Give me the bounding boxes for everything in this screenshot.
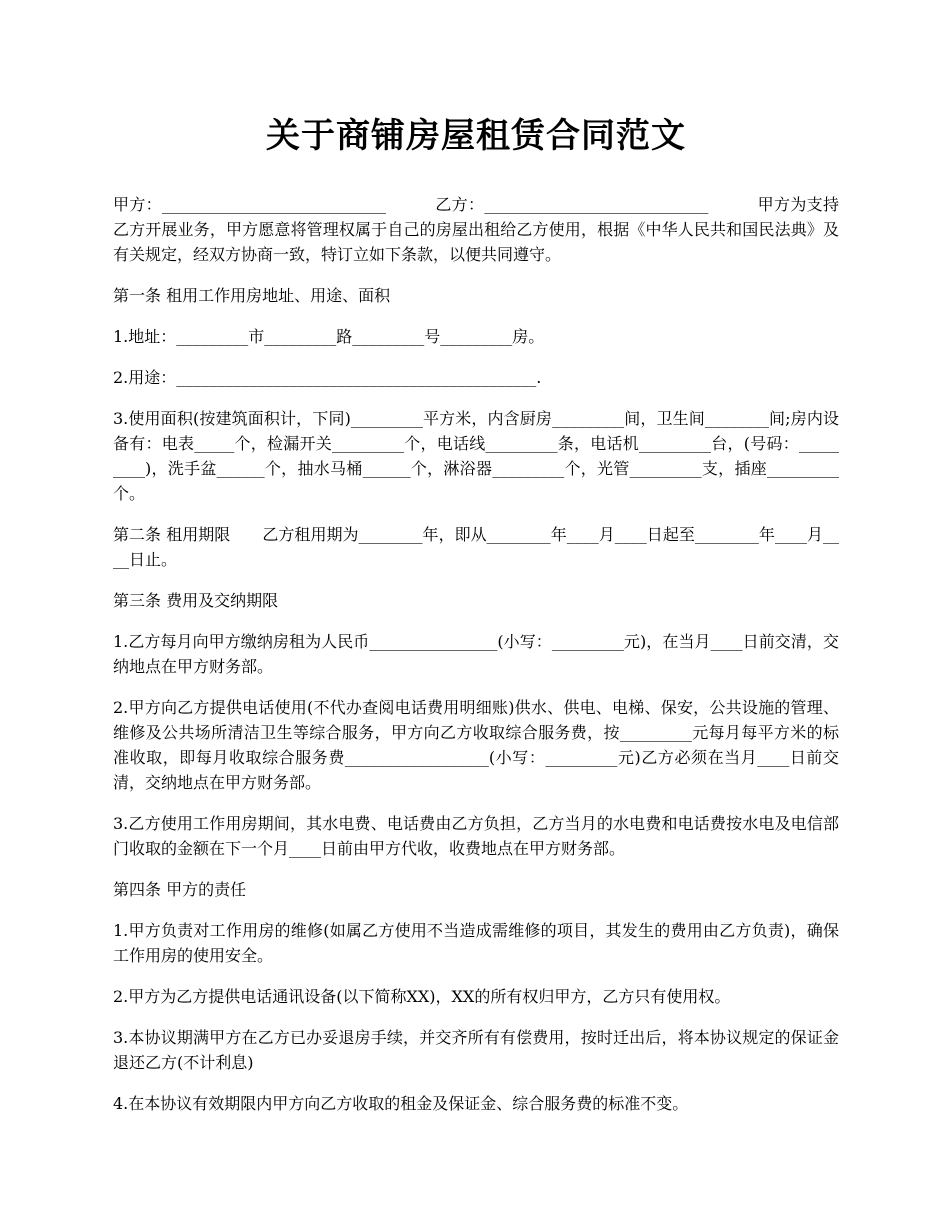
- article-3-item-3: 3.乙方使用工作用房期间，其水电费、电话费由乙方负担，乙方当月的水电费和电话费按水电及电信部门收取的金额在下一个月____日前由甲方代收，收费地点在甲方财务部。: [113, 814, 839, 858]
- article-3-item-2: 2.甲方向乙方提供电话使用(不代办查阅电话费用明细账)供水、供电、电梯、保安，公共设施的管理、维修及公共场所清洁卫生等综合服务，甲方向乙方收取综合服务费，按_________元每月每平方米的标准收取，即每月收取综合服务费__________________(小写：_________元)乙方必须在当月____日前交清，交纳地点在甲方财务部。: [113, 698, 839, 792]
- article-4-item-4: 4.在本协议有效期限内甲方向乙方收取的租金及保证金、综合服务费的标准不变。: [113, 1094, 689, 1113]
- document-title: 关于商铺房屋租赁合同范文: [266, 116, 686, 156]
- article-1-item-3: 3.使用面积(按建筑面积计，下同)_________平方米，内含厨房_________间，卫生间________间;房内设备有：电表_____个，检漏开关_________个，电话线_________条，电话机_________台，(号码：_________)，洗手盆______个，抽水马桶______个，淋浴器_________个，光管_________支，插座_________个。: [113, 409, 839, 503]
- document-page: [113, 110, 839, 1132]
- article-3-item-1: 1.乙方每月向甲方缴纳房租为人民币________________(小写：_________元)，在当月____日前交清，交纳地点在甲方财务部。: [113, 632, 839, 676]
- article-1-heading: 第一条 租用工作用房地址、用途、面积: [113, 286, 391, 305]
- article-4-item-3: 3.本协议期满甲方在乙方已办妥退房手续，并交齐所有有偿费用，按时迁出后，将本协议规定的保证金退还乙方(不计利息): [113, 1028, 839, 1072]
- preamble-paragraph: 甲方：____________________________ 乙方：____________________________ 甲方为支持乙方开展业务，甲方愿意将管理权属于自己的房屋出租给乙方使用，根据《中华人民共和国民法典》及有关规定，经双方协商一致，特订立如下条款，以便共同遵守。: [113, 195, 839, 264]
- article-4-item-1: 1.甲方负责对工作用房的维修(如属乙方使用不当造成需维修的项目，其发生的费用由乙方负责)，确保工作用房的使用安全。: [113, 921, 839, 965]
- article-1-item-1: 1.地址：_________市_________路_________号_________房。: [113, 327, 545, 346]
- article-1-item-2: 2.用途：_____________________________________________.: [113, 368, 542, 387]
- article-4-heading: 第四条 甲方的责任: [113, 880, 247, 899]
- article-3-heading: 第三条 费用及交纳期限: [113, 591, 279, 610]
- article-4-item-2: 2.甲方为乙方提供电话通讯设备(以下简称XX)，XX的所有权归甲方，乙方只有使用权。: [113, 987, 731, 1006]
- article-2-paragraph: 第二条 租用期限 乙方租用期为________年，即从________年____月____日起至________年____月____日止。: [113, 525, 839, 569]
